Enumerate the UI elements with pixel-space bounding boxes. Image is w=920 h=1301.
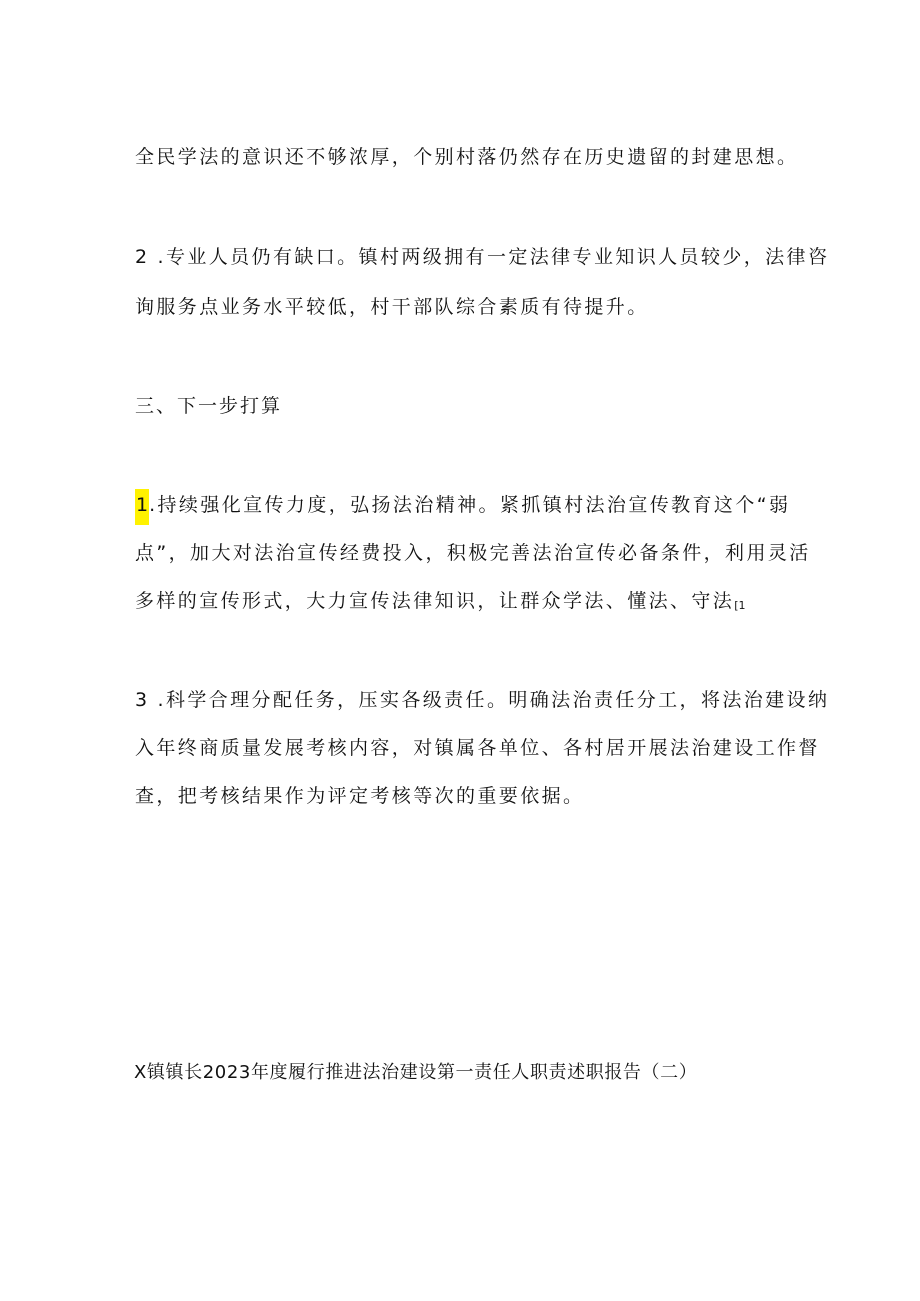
list-item-text: 入年终商质量发展考核内容，对镇属各单位、各村居开展法治建设工作督 bbox=[135, 737, 820, 759]
list-item-text: .科学合理分配任务，压实各级责任。明确法治责任分工，将法治建设纳 bbox=[157, 689, 830, 711]
list-item-text: .专业人员仍有缺口。镇村两级拥有一定法律专业知识人员较少，法律咨 bbox=[157, 246, 830, 268]
list-item-3-line-1 bbox=[135, 686, 829, 714]
list-item-2-line-2 bbox=[135, 293, 649, 321]
list-item-number: 2 bbox=[135, 246, 150, 268]
section-heading-text: 三、下一步打算 bbox=[135, 395, 283, 417]
list-item-3-line-2 bbox=[135, 734, 820, 762]
list-item-2-line-1 bbox=[135, 243, 829, 271]
list-item-text: 点”，加大对法治宣传经费投入，积极完善法治宣传必备条件，利用灵活 bbox=[135, 542, 811, 564]
list-item-text: 询服务点业务水平较低，村干部队综合素质有待提升。 bbox=[135, 296, 649, 318]
list-item-3-line-3 bbox=[135, 782, 584, 810]
list-item-1-line-2 bbox=[135, 539, 811, 567]
list-item-text: 多样的宣传形式，大力宣传法律知识，让群众学法、懂法、守法 bbox=[135, 590, 735, 612]
list-item-text: 查，把考核结果作为评定考核等次的重要依据。 bbox=[135, 785, 585, 807]
footnote-mark: [1 bbox=[734, 599, 746, 612]
list-item-number: 3 bbox=[135, 689, 150, 711]
list-item-1-line-1 bbox=[135, 491, 790, 525]
paragraph-line bbox=[135, 143, 798, 171]
section-heading bbox=[135, 392, 282, 420]
list-item-text: .持续强化宣传力度，弘扬法治精神。紧抓镇村法治宣传教育这个“弱 bbox=[149, 494, 791, 516]
paragraph-text: 全民学法的意识还不够浓厚，个别村落仍然存在历史遗留的封建思想。 bbox=[135, 146, 799, 168]
list-item-1-line-3 bbox=[135, 587, 746, 620]
highlighted-number: 1 bbox=[135, 489, 149, 525]
next-document-title: X镇镇长2023年度履行推进法治建设第一责任人职责述职报告（二） bbox=[134, 1062, 698, 1083]
